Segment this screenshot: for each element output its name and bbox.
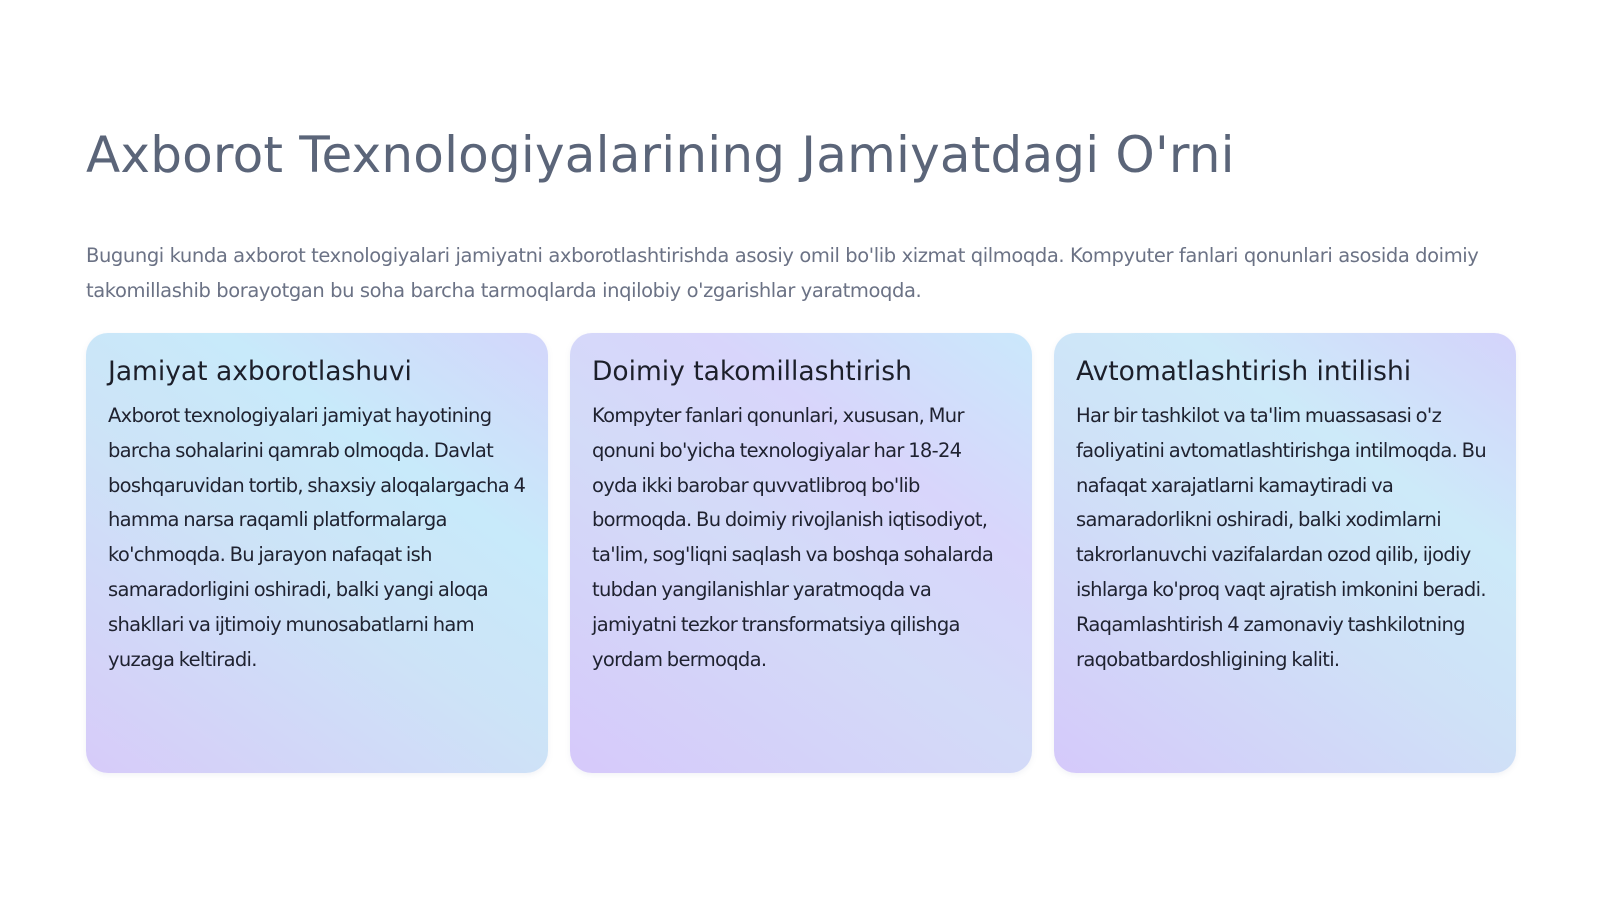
slide-title: Axborot Texnologiyalarining Jamiyatdagi O'rni (86, 126, 1235, 184)
intro-paragraph: Bugungi kunda axborot texnologiyalari jamiyatni axborotlashtirishda asosiy omil bo'lib xizmat qilmoqda. Kompyuter fanlari qonunlari asosida doimiy takomillashib borayotgan bu soha barcha tarmoqlarda inqilobiy o'zgarishlar yaratmoqda. (86, 244, 1479, 302)
card-text: Axborot texnologiyalari jamiyat hayotining barcha sohalarini qamrab olmoqda. Davlat boshqaruvidan tortib, shaxsiy aloqalargacha 4 hamma narsa raqamli platformalarga ko'chmoqda. Bu jarayon nafaqat ish samaradorligini oshiradi, balki yangi aloqa shakllari va ijtimoiy munosabatlarni ham yuzaga keltiradi. (108, 404, 526, 671)
card-avtomatlashtirish-intilishi (1054, 333, 1516, 773)
card-text: Kompyter fanlari qonunlari, xususan, Mur qonuni bo'yicha texnologiyalar har 18-24 oyda ikki barobar quvvatlibroq bo'lib bormoqda. Bu doimiy rivojlanish iqtisodiyot, ta'lim, sog'liqni saqlash va boshqa sohalarda tubdan yangilanishlar yaratmoqda va jamiyatni tezkor transformatsiya qilishga yordam bermoqda. (592, 404, 994, 671)
cards-row (86, 333, 1516, 773)
card-title: Avtomatlashtirish intilishi (1076, 356, 1412, 387)
card-text: Har bir tashkilot va ta'lim muassasasi o'z faoliyatini avtomatlashtirishga intilmoqda. Bu nafaqat xarajatlarni kamaytiradi va samaradorlikni oshiradi, balki xodimlarni takrorlanuvchi vazifalardan ozod qilib, ijodiy ishlarga ko'proq vaqt ajratish imkonini beradi. Raqamlashtirish 4 zamonaviy tashkilotning raqobatbardoshligining kaliti. (1076, 404, 1487, 671)
card-doimiy-takomillashtirish (570, 333, 1032, 773)
card-jamiyat-axborotlashuvi (86, 333, 548, 773)
card-title: Jamiyat axborotlashuvi (108, 356, 412, 387)
card-title: Doimiy takomillashtirish (592, 356, 912, 387)
